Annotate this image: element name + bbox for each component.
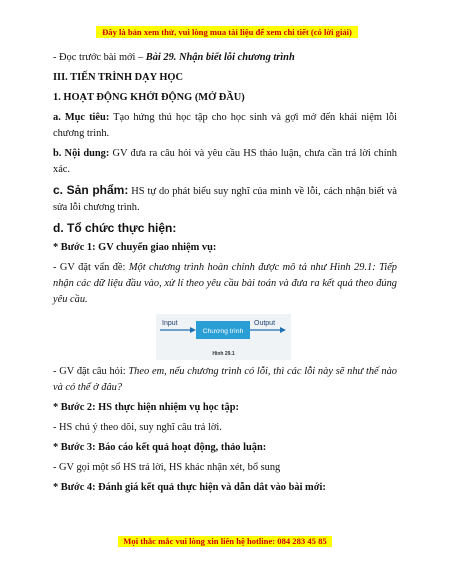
intro-prefix: - Đọc trước bài mới – bbox=[53, 52, 146, 63]
step2-title: * Bước 2: HS thực hiện nhiệm vụ học tập: bbox=[53, 402, 239, 413]
question-paragraph bbox=[53, 364, 397, 396]
intro-line bbox=[53, 50, 397, 66]
product-paragraph bbox=[53, 182, 397, 216]
program-label: Chương trình bbox=[202, 328, 244, 335]
figure-caption: Hình 29.1 bbox=[212, 351, 235, 357]
input-label: Input bbox=[162, 320, 178, 327]
goal-label: a. Mục tiêu: bbox=[53, 112, 110, 123]
input-arrow-head bbox=[190, 327, 196, 333]
step3-text: - GV gọi một số HS trả lời, HS khác nhận xét, bổ sung bbox=[53, 462, 281, 473]
output-label: Output bbox=[254, 320, 276, 327]
output-arrow-head bbox=[280, 327, 286, 333]
organize-heading: d. Tổ chức thực hiện: bbox=[53, 221, 177, 235]
preview-banner: Đây là bản xem thử, vui lòng mua tài liệu để xem chi tiết (có lời giải) bbox=[96, 26, 358, 38]
step2-text: - HS chú ý theo dõi, suy nghĩ câu trả lời. bbox=[53, 422, 222, 433]
question-prefix: - GV đặt câu hỏi: bbox=[53, 366, 129, 377]
goal-text: Tạo hứng thú học tập cho học sinh và gợi mở đến khái niệm lỗi chương trình. bbox=[53, 112, 398, 139]
hotline-banner: Mọi thắc mắc vui lòng xin liên hệ hotline: 084 283 45 85 bbox=[118, 536, 332, 547]
content-paragraph bbox=[53, 146, 397, 178]
step1-prefix: - GV đặt vấn đề: bbox=[53, 262, 129, 273]
section-heading: III. TIẾN TRÌNH DẠY HỌC bbox=[53, 72, 184, 83]
goal-paragraph bbox=[53, 110, 397, 142]
step1-text: Một chương trình hoàn chỉnh được mô tả như Hình 29.1: Tiếp nhận các dữ liệu đầu vào, xử lí theo yêu cầu bài toán và đưa ra kết quả theo đúng yêu cầu. bbox=[53, 262, 397, 305]
step1-title: * Bước 1: GV chuyển giao nhiệm vụ: bbox=[53, 242, 217, 253]
step3-title: * Bước 3: Báo cáo kết quả hoạt động, thảo luận: bbox=[53, 442, 267, 453]
step1-paragraph bbox=[53, 260, 397, 308]
content-text: GV đưa ra câu hỏi và yêu cầu HS thảo luận, chưa cần trả lời chính xác. bbox=[53, 148, 397, 175]
product-text: HS tự do phát biểu suy nghĩ của mình về lỗi, cách nhận biết và sửa lỗi chương trình. bbox=[53, 186, 397, 213]
figure-29-1 bbox=[156, 314, 291, 360]
activity-heading: 1. HOẠT ĐỘNG KHỞI ĐỘNG (MỞ ĐẦU) bbox=[53, 92, 245, 103]
product-label: c. Sản phẩm: bbox=[53, 183, 129, 197]
question-text: Theo em, nếu chương trình có lỗi, thì các lỗi này sẽ như thế nào và có thể ở đâu? bbox=[53, 366, 397, 393]
document-body bbox=[53, 50, 397, 496]
lesson-title: Bài 29. Nhận biết lỗi chương trình bbox=[145, 52, 295, 63]
step4-title: * Bước 4: Đánh giá kết quả thực hiện và dẫn dắt vào bài mới: bbox=[53, 482, 326, 493]
content-label: b. Nội dung: bbox=[53, 148, 110, 159]
